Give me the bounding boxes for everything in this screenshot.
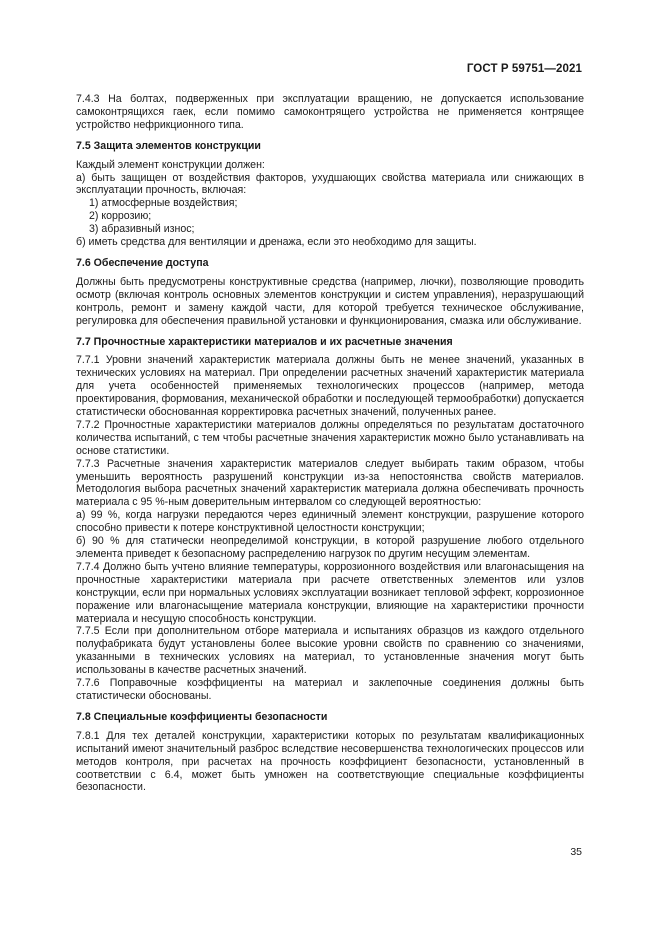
paragraph-7-7-3-a: а) 99 %, когда нагрузки передаются через единичный элемент конструкции, разрушение которого способно привести к потере конструктивной целостности конструкции; xyxy=(76,509,584,535)
paragraph-7-7-6: 7.7.6 Поправочные коэффициенты на материал и заклепочные соединения должны быть статистически обоснованы. xyxy=(76,677,584,702)
paragraph-7-7-3-b: б) 90 % для статически неопределимой конструкции, в которой разрушение любого отдельного элемента приведет к безопасному распределению нагрузок по другим несущим элементам. xyxy=(76,535,584,560)
list-item: 1) атмосферные воздействия; xyxy=(89,197,238,210)
page-number: 35 xyxy=(570,846,582,858)
paragraph-7-7-1: 7.7.1 Уровни значений характеристик материала должны быть не менее значений, указанных в технических условиях на материал. При определении расчетных значений характеристик материала для учета особенностей применяемых технологических процессов (например, метода проектирования, формования, механической обработки и последующей термообработки) допускается статистически обоснованная корректировка расчетных значений, полученных ранее. xyxy=(76,354,584,419)
paragraph-7-5-b: б) иметь средства для вентиляции и дренажа, если это необходимо для защиты. xyxy=(76,236,477,249)
paragraph-7-5-a: а) быть защищен от воздействия факторов, ухудшающих свойства материала или снижающих в эксплуатации прочность, включая: xyxy=(76,171,584,197)
paragraph-7-7-2: 7.7.2 Прочностные характеристики материалов должны определяться по результатам достаточного количества испытаний, с тем чтобы расчетные значения характеристик можно было устанавливать на основе статистики. xyxy=(76,418,584,457)
paragraph-7-4-3: 7.4.3 На болтах, подверженных при эксплуатации вращению, не допускается использование самоконтрящихся гаек, если помимо самоконтрящего устройства не применяется контрящее устройство нефрикционного типа. xyxy=(76,93,584,131)
section-title-7-7: 7.7 Прочностные характеристики материалов и их расчетные значения xyxy=(76,335,453,348)
paragraph-7-7-3: 7.7.3 Расчетные значения характеристик материалов следует выбирать таким образом, чтобы уменьшить вероятность разрушений конструкции из-за непостоянства свойств материалов. Методология выбора расчетных значений характеристик материала должна обеспечивать прочность материала с 95 %-ным доверительным интервалом со следующей вероятностью: xyxy=(76,457,584,509)
paragraph-7-7-5: 7.7.5 Если при дополнительном отборе материала и испытаниях образцов из каждого отдельного полуфабриката будут установлены более высокие уровни свойств по сравнению со значениями, указанными в технических условиях на материал, то установленные значения могут быть использованы в качестве расчетных значений. xyxy=(76,625,584,677)
section-title-7-6: 7.6 Обеспечение доступа xyxy=(76,256,209,269)
paragraph-7-7-4: 7.7.4 Должно быть учтено влияние температуры, коррозионного воздействия или влагонасыщения на прочностные характеристики материала при расчете ответственных элементов или узлов конструкции, если при нормальных условиях эксплуатации возникает тепловой эффект, коррозионное поражение или влагонасыщение материала конструкции, влияющие на характеристики прочности материала и несущую способность конструкции. xyxy=(76,560,584,625)
paragraph-7-6: Должны быть предусмотрены конструктивные средства (например, лючки), позволяющие проводить осмотр (включая контроль основных элементов конструкции и систем управления), неразрушающий контроль, ремонт и замену каждой части, для которой требуется техническое обслуживание, регулировка для обеспечения правильной установки и функционирования, смазка или обслуживание. xyxy=(76,275,584,327)
document-body xyxy=(76,93,584,794)
list-item: 2) коррозию; xyxy=(89,210,152,223)
list-item: 3) абразивный износ; xyxy=(89,223,195,236)
paragraph-7-5-intro: Каждый элемент конструкции должен: xyxy=(76,158,265,171)
standard-code: ГОСТ Р 59751—2021 xyxy=(466,63,582,75)
section-title-7-5: 7.5 Защита элементов конструкции xyxy=(76,139,261,152)
paragraph-7-8-1: 7.8.1 Для тех деталей конструкции, характеристики которых по результатам квалификационных испытаний имеют значительный разброс вследствие несовершенства технологических процессов или методов контроля, при расчетах на прочность коэффициент безопасности, установленный в соответствии с 6.4, может быть умножен на соответствующие специальные коэффициенты безопасности. xyxy=(76,729,584,794)
section-title-7-8: 7.8 Специальные коэффициенты безопасности xyxy=(76,710,328,723)
